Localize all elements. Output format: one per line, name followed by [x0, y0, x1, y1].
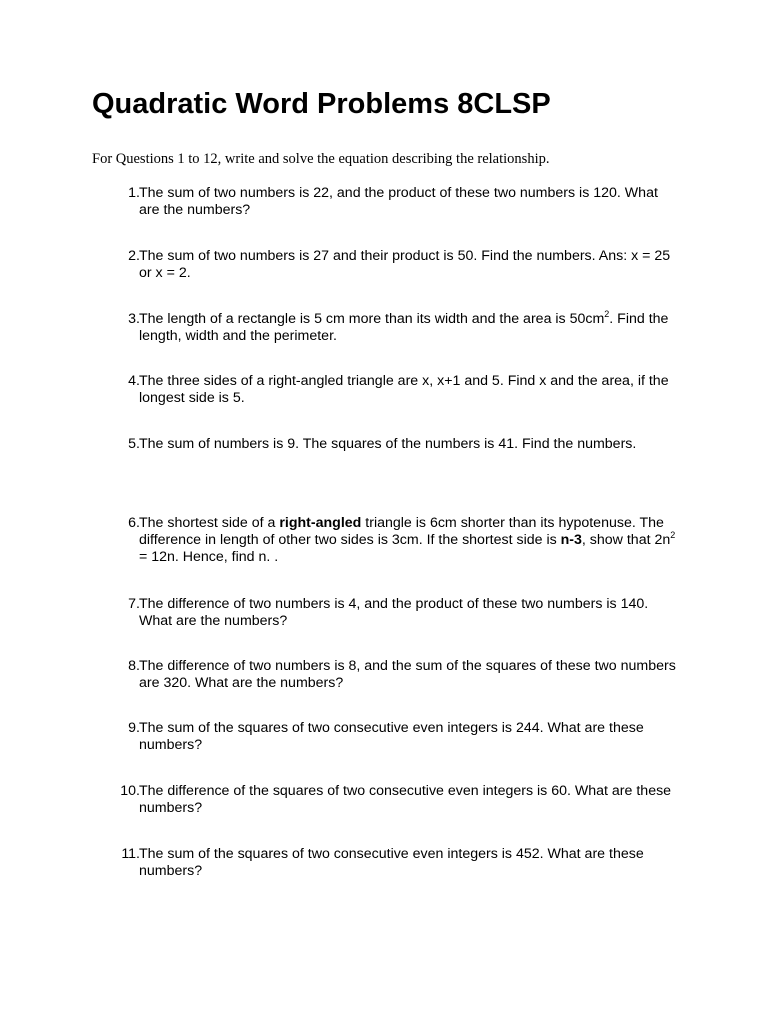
- question-text: The sum of the squares of two consecutive even integers is 452. What are these numbers?: [139, 846, 644, 879]
- question-text: The sum of numbers is 9. The squares of the numbers is 41. Find the numbers.: [139, 436, 637, 452]
- question-number: 8.: [128, 658, 140, 674]
- question-item: [112, 658, 682, 692]
- question-item: [112, 720, 682, 754]
- bold-term: right-angled: [279, 515, 362, 531]
- question-text-part: The length of a rectangle is 5 cm more than its width and the area is 50cm: [139, 311, 605, 327]
- question-number: 9.: [128, 720, 140, 736]
- question-item: [112, 436, 682, 453]
- question-text: [139, 515, 682, 566]
- question-number: 7.: [128, 596, 140, 612]
- question-text-part: The shortest side of a: [139, 515, 280, 531]
- bold-term: n-3: [560, 532, 582, 548]
- question-item: [112, 373, 682, 407]
- question-text: The difference of the squares of two consecutive even integers is 60. What are these numbers?: [139, 783, 672, 816]
- question-item: [112, 311, 682, 345]
- superscript: 2: [604, 309, 610, 319]
- question-text: The difference of two numbers is 8, and the sum of the squares of these two numbers are 320. What are the numbers?: [139, 658, 676, 691]
- question-text: [139, 311, 682, 345]
- question-number: 1.: [128, 185, 140, 201]
- question-item: [112, 596, 682, 630]
- question-number: 11.: [121, 846, 140, 862]
- question-number: 6.: [128, 515, 140, 531]
- question-text: The sum of the squares of two consecutive even integers is 244. What are these numbers?: [139, 720, 644, 753]
- question-text: The sum of two numbers is 27 and their product is 50. Find the numbers. Ans: x = 25 or x = 2.: [139, 248, 671, 281]
- question-item: [112, 185, 682, 219]
- instructions-text: For Questions 1 to 12, write and solve the equation describing the relationship.: [92, 151, 550, 167]
- question-text: The sum of two numbers is 22, and the product of these two numbers is 120. What are the numbers?: [139, 185, 658, 218]
- question-text-part: = 12n. Hence, find n. .: [139, 549, 279, 565]
- question-item: [112, 515, 682, 566]
- question-text: The three sides of a right-angled triangle are x, x+1 and 5. Find x and the area, if the longest side is 5.: [139, 373, 669, 406]
- question-item: [112, 248, 682, 282]
- question-number: 2.: [128, 248, 140, 264]
- question-number: 5.: [128, 436, 140, 452]
- question-text: The difference of two numbers is 4, and the product of these two numbers is 140. What are the numbers?: [139, 596, 649, 629]
- document-title: Quadratic Word Problems 8CLSP: [92, 88, 551, 120]
- question-text-part: , show that 2n: [581, 532, 671, 548]
- question-number: 10.: [120, 783, 140, 799]
- question-text-part: triangle is 6cm shorter than its hypotenuse. The difference in length of other two sides is 3cm. If the shortest side is: [139, 515, 664, 548]
- question-number: 4.: [128, 373, 140, 389]
- question-text-part: . Find the length, width and the perimeter.: [139, 311, 669, 344]
- question-number: 3.: [128, 311, 140, 327]
- question-item: [112, 783, 682, 817]
- superscript: 2: [670, 530, 676, 540]
- question-item: [112, 846, 682, 880]
